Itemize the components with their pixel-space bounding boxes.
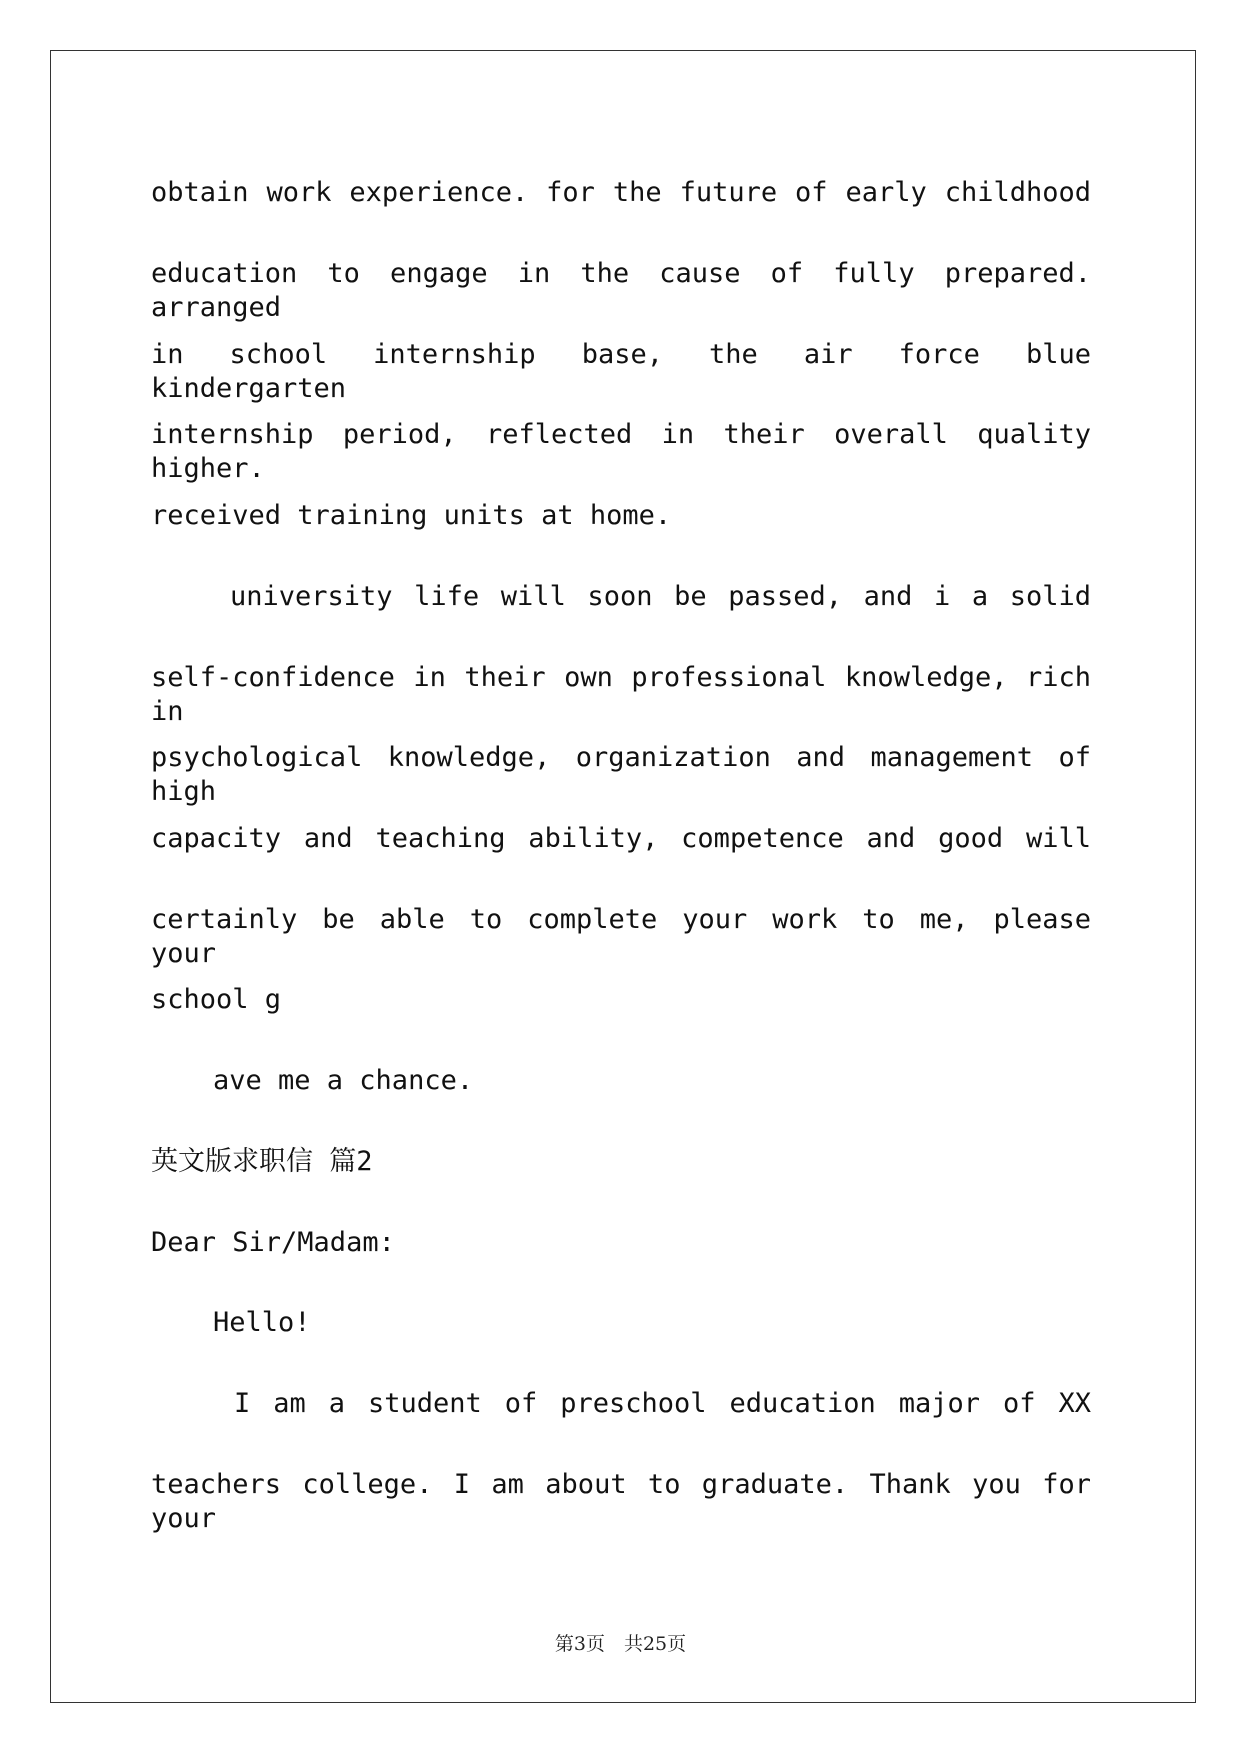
body-line: internship period, reflected in their overall quality higher. [151, 419, 1091, 484]
body-line: university life will soon be passed, and i a solid [230, 581, 1091, 612]
body-line: school g [151, 984, 282, 1015]
body-line: certainly be able to complete your work to me, please your [151, 904, 1091, 969]
salutation: Dear Sir/Madam: [151, 1227, 395, 1258]
body-line: teachers college. I am about to graduate. Thank you for your [151, 1469, 1091, 1534]
body-line: psychological knowledge, organization and management of high [151, 742, 1091, 807]
body-line: received training units at home. [151, 500, 672, 531]
body-line: ave me a chance. [213, 1065, 474, 1096]
body-line: obtain work experience. for the future of early childhood [151, 177, 1091, 208]
body-line: education to engage in the cause of fully prepared. arranged [151, 258, 1091, 323]
section-heading: 英文版求职信 篇2 [151, 1146, 373, 1177]
page-footer: 第3页 共25页 [554, 1633, 687, 1655]
greeting: Hello! [213, 1307, 311, 1338]
body-line: self-confidence in their own professional knowledge, rich in [151, 662, 1091, 727]
body-line: in school internship base, the air force blue kindergarten [151, 339, 1091, 404]
body-line: capacity and teaching ability, competence and good will [151, 823, 1091, 854]
body-line: I am a student of preschool education major of XX [234, 1388, 1091, 1419]
